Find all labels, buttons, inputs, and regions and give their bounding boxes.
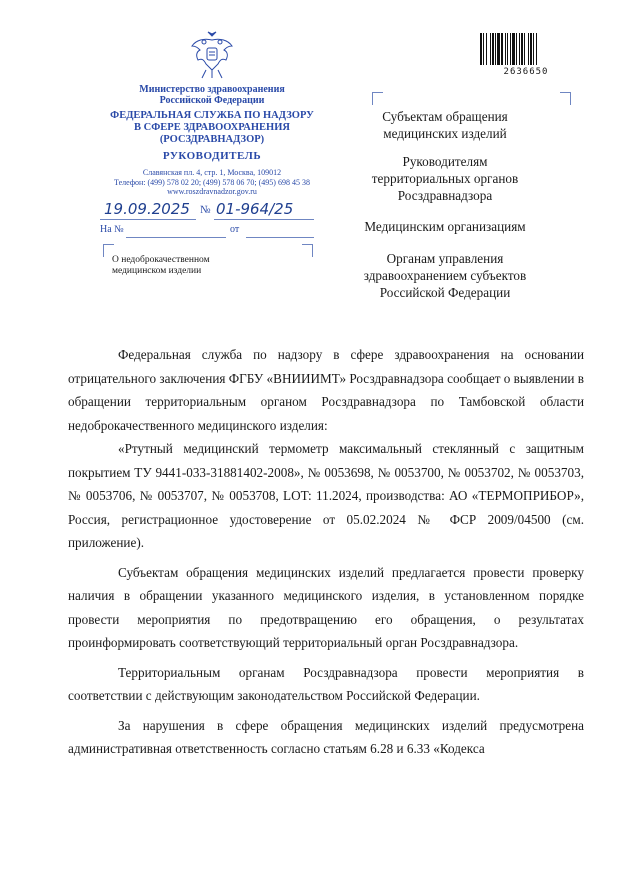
paragraph-entities: Субъектам обращения медицинских изделий предлагается провести проверку наличия в обращении указанного медицинского изделия, в установленном порядке провести мероприятия по предотвращению его обращения, о результатах проинформировать соответствующий территориальный орган Росздравнадзора. <box>68 564 584 650</box>
service-name: ФЕДЕРАЛЬНАЯ СЛУЖБА ПО НАДЗОРУ В СФЕРЕ ЗДРАВООХРАНЕНИЯ (РОСЗДРАВНАДЗОР) <box>110 110 314 145</box>
corner-mark <box>560 92 571 105</box>
addressee-1: Субъектам обращения медицинских изделий <box>382 109 508 141</box>
paragraph-liability: За нарушения в сфере обращения медицинских изделий предусмотрена административная ответственность согласно статьям 6.28 и 6.33 «Кодекса <box>68 717 584 756</box>
addressee-4: Органам управления здравоохранением субъектов Российской Федерации <box>363 251 527 300</box>
letter-subject: О недоброкачественном медицинском изделии <box>112 255 210 276</box>
paragraph-device: «Ртутный медицинский термометр максимальный стеклянный с защитным покрытием ТУ 9441-033-31881402-2008», № 0053698, № 0053700, № 0053702, № 0053703, № 0053706, № 0053707, № 0053708, LOT: 11.2024, производства: АО «ТЕРМОПРИБОР», Россия, регистрационное удостоверение от 05.02.2024 № ФСР 2009/04500 (см. приложение). <box>68 441 584 550</box>
ministry-name: Министерство здравоохранения Российской Федерации <box>139 84 285 106</box>
registration-number: 01-964/25 <box>216 200 294 218</box>
registration-line <box>100 200 330 222</box>
number-label: № <box>200 204 211 216</box>
addressee-3: Медицинским организациям <box>364 219 526 234</box>
barcode <box>480 33 572 65</box>
reference-line <box>100 224 330 238</box>
organization-address: Славянская пл. 4, стр. 1, Москва, 109012 Телефон: (499) 578 02 20; (499) 578 06 70; (495) 698 45 38 www.roszdravnadzor.gov.ru <box>114 168 310 196</box>
paragraph-notice: Федеральная служба по надзору в сфере здравоохранения на основании отрицательного заключения ФГБУ «ВНИИИМТ» Росздравнадзора сообщает о выявлении в обращении территориальным органом Росздравнадзора по Тамбовской области недоброкачественного медицинского изделия: <box>68 347 584 433</box>
corner-mark <box>372 92 383 105</box>
paragraph-territorial: Территориальным органам Росздравнадзора провести мероприятия в соответствии с действующим законодательством Российской Федерации. <box>68 664 584 703</box>
registration-date: 19.09.2025 <box>104 200 190 218</box>
corner-mark <box>302 244 313 257</box>
head-title: РУКОВОДИТЕЛЬ <box>162 150 262 162</box>
na-label: На № <box>100 224 124 235</box>
letter-body <box>68 343 584 761</box>
addressee-2: Руководителям территориальных органов Росздравнадзора <box>371 154 519 203</box>
barcode-number: 2636650 <box>503 67 549 77</box>
coat-of-arms-icon <box>190 30 234 80</box>
ot-label: от <box>230 224 240 235</box>
